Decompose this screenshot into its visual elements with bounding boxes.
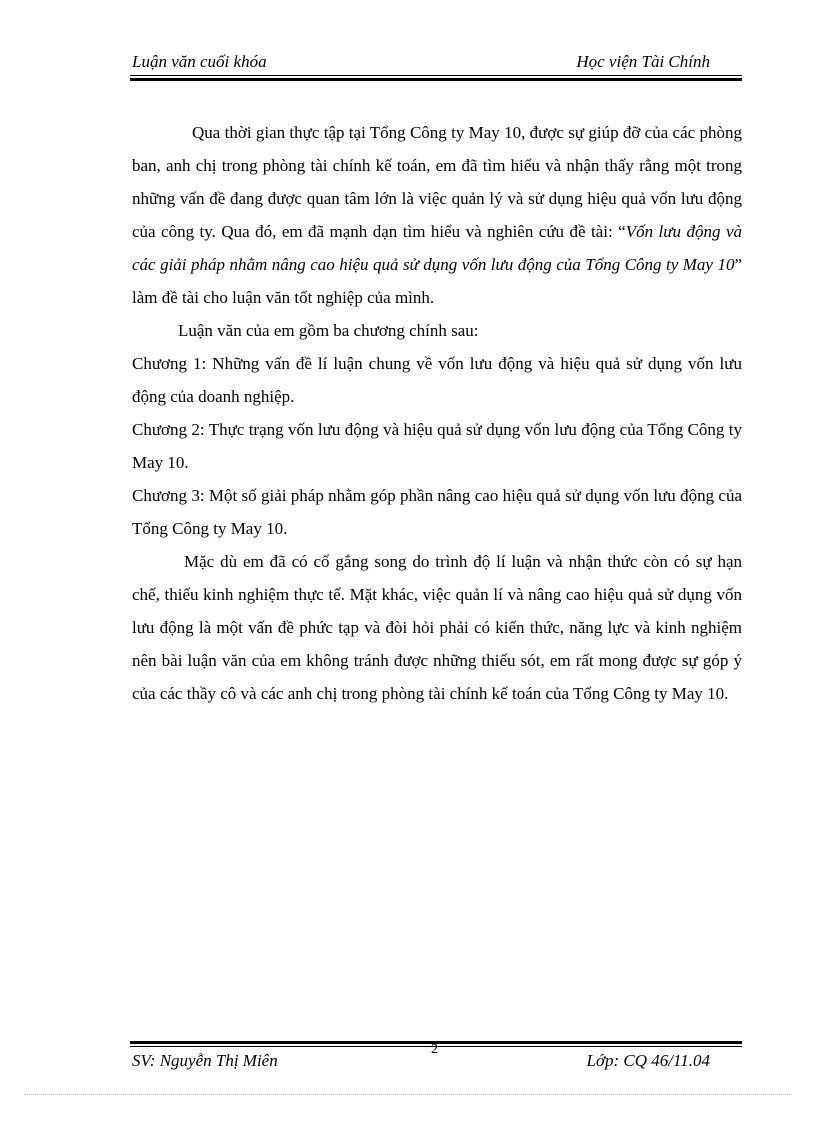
footer-student-name: SV: Nguyễn Thị Miên: [132, 1051, 278, 1070]
intro-text-end: ” làm đề tài cho luận văn tốt nghiệp của mình.: [132, 255, 742, 307]
chapters-intro: Luận văn của em gồm ba chương chính sau:: [178, 321, 479, 340]
header-academy-label: Học viện Tài Chính: [576, 52, 710, 71]
page-header: [132, 52, 742, 74]
chapter-3: Chương 3: Một số giải pháp nhằm góp phần nâng cao hiệu quả sử dụng vốn lưu động của Tổng Công ty May 10.: [132, 486, 742, 538]
page-bottom-border: [24, 1094, 792, 1095]
page-number: 2: [431, 1042, 438, 1057]
intro-paragraph: [132, 116, 742, 314]
chapter-2: Chương 2: Thực trạng vốn lưu động và hiệu quả sử dụng vốn lưu động của Tổng Công ty May 10.: [132, 420, 742, 472]
chapter-1: Chương 1: Những vấn đề lí luận chung về vốn lưu động và hiệu quả sử dụng vốn lưu động của doanh nghiệp.: [132, 354, 742, 406]
header-rule-thick: [130, 78, 742, 81]
footer-class-code: Lớp: CQ 46/11.04: [586, 1051, 710, 1070]
header-thesis-label: Luận văn cuối khóa: [132, 52, 267, 71]
intro-text: Qua thời gian thực tập tại Tổng Công ty May 10, được sự giúp đỡ của các phòng ban, anh chị trong phòng tài chính kế toán, em đã tìm hiểu và nhận thấy rằng một trong những vấn đề đang được quan tâm lớn là việc quản lý và sử dụng hiệu quả vốn lưu động của công ty. Qua đó, em đã mạnh dạn tìm hiểu và nghiên cứu đề tài: “: [132, 123, 742, 241]
document-body: [132, 116, 742, 710]
page-footer: [132, 1051, 742, 1073]
header-rule-thin: [130, 75, 742, 76]
closing-paragraph: Mặc dù em đã có cố gắng song do trình độ lí luận và nhận thức còn có sự hạn chế, thiếu kinh nghiệm thực tế. Mặt khác, việc quản lí và nâng cao hiệu quả sử dụng vốn lưu động là một vấn đề phức tạp và đòi hỏi phải có kiến thức, năng lực và kinh nghiệm nên bài luận văn của em không tránh được những thiếu sót, em rất mong được sự góp ý của các thầy cô và các anh chị trong phòng tài chính kế toán của Tổng Công ty May 10.: [132, 552, 742, 703]
thesis-title: Vốn lưu động và các giải pháp nhằm nâng cao hiệu quả sử dụng vốn lưu động của Tổng Công ty May 10: [132, 222, 742, 274]
